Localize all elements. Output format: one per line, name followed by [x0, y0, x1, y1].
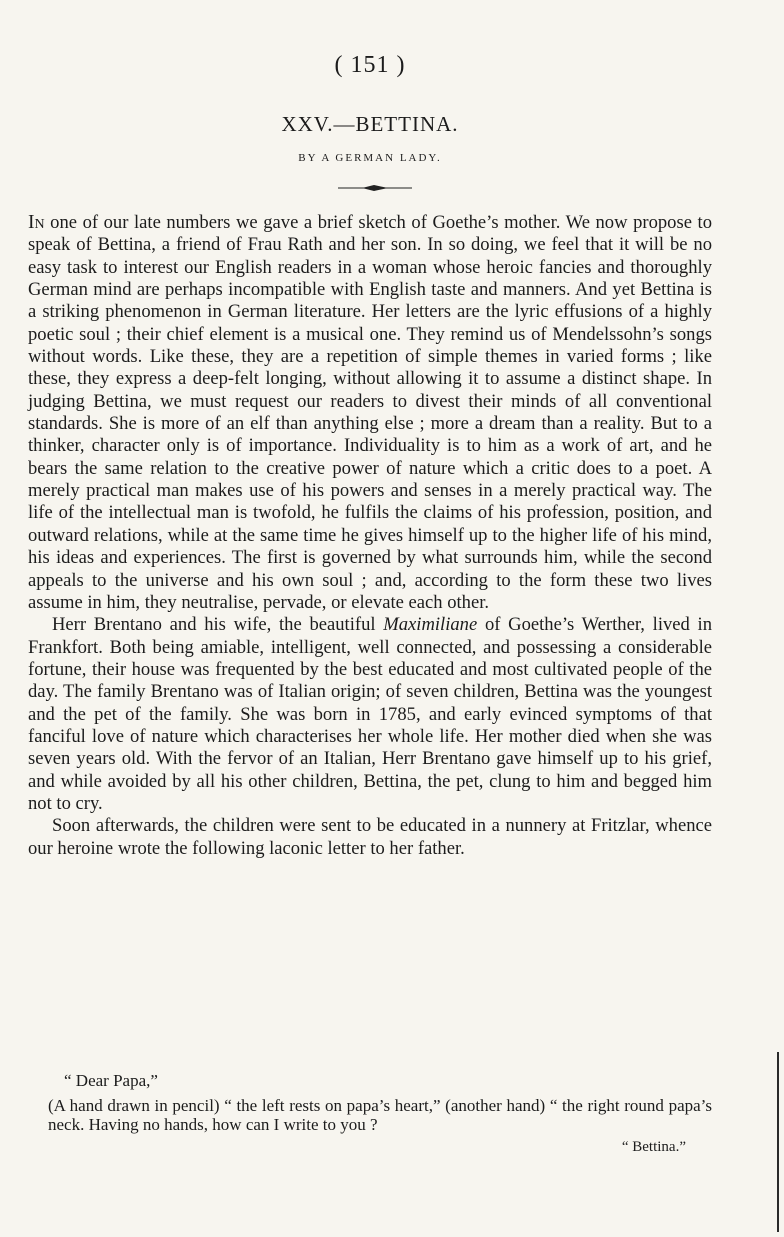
quoted-letter — [28, 1071, 712, 1157]
page — [28, 0, 712, 1237]
ornament-divider-icon — [338, 182, 412, 194]
article-title: XXV.—BETTINA. — [281, 112, 459, 136]
paragraph-3: Soon afterwards, the children were sent to be educated in a nunnery at Fritzlar, whence our heroine wrote the following laconic letter to her father. — [28, 815, 712, 859]
paragraph-2-after: of Goethe’s Werther, lived in Frankfort. Both being amiable, intelligent, well connected, and possessing a considerable fortune, their house was frequented by the best educated and most cultivated people of the day. The family Brentano was of Italian origin; of seven children, Bettina was the youngest and the pet of the family. She was born in 1785, and early evinced symptoms of that fanciful love of nature which characterises her whole life. Her mother died when she was seven years old. With the fervor of an Italian, Herr Brentano gave himself up to his grief, and while avoided by all his other children, Bettina, the pet, clung to him and begged him not to cry. — [28, 614, 713, 814]
paragraph-2 — [28, 614, 712, 815]
paragraph-2-italic: Maximiliane — [383, 614, 478, 636]
drop-lead: In — [28, 212, 45, 233]
page-number: ( 151 ) — [334, 52, 406, 78]
article-body — [28, 212, 712, 860]
margin-rule — [777, 1052, 779, 1232]
paragraph-2-before: Herr Brentano and his wife, the beautiful — [52, 614, 384, 636]
byline: BY A GERMAN LADY. — [298, 152, 442, 164]
paragraph-1-text: one of our late numbers we gave a brief sketch of Goethe’s mother. We now propose to speak of Bettina, a friend of Frau Rath and her son. In so doing, we feel that it will be no easy task to interest our English readers in a woman whose heroic fancies and thoroughly German mind are perhaps incompatible with English taste and manners. And yet Bettina is a striking phenomenon in German literature. Her letters are the lyric effusions of a highly poetic soul ; their chief element is a musical one. They remind us of Mendelssohn’s songs without words. Like these, they are a repetition of simple themes in varied forms ; like these, they express a deep-felt longing, without allowing it to assume a distinct shape. In judging Bettina, we must request our readers to divest their minds of all conventional standards. She is more of an elf than anything else ; more a dream than a reality. But to a thinker, character only is of importance. Individuality is to him as a work of art, and he bears the same relation to the creative power of nature which a critic does to a poet. A merely practical man makes use of his powers and senses in a merely practical way. The life of the intellectual man is twofold, he fulfils the claims of his profession, position, and outward relations, while at the same time he gives himself up to the higher life of his mind, his ideas and experiences. The first is governed by what surrounds him, while the second appeals to the universe and his own soul ; and, according to the form these two lives assume in him, they neutralise, pervade, or elevate each other. — [28, 212, 712, 613]
paragraph-1 — [28, 212, 712, 614]
letter-salutation: “ Dear Papa,” — [64, 1071, 158, 1090]
letter-signature: “ Bettina.” — [621, 1139, 686, 1155]
letter-body: (A hand drawn in pencil) “ the left rests on papa’s heart,” (another hand) “ the right round papa’s neck. Having no hands, how can I write to you ? — [48, 1096, 712, 1134]
